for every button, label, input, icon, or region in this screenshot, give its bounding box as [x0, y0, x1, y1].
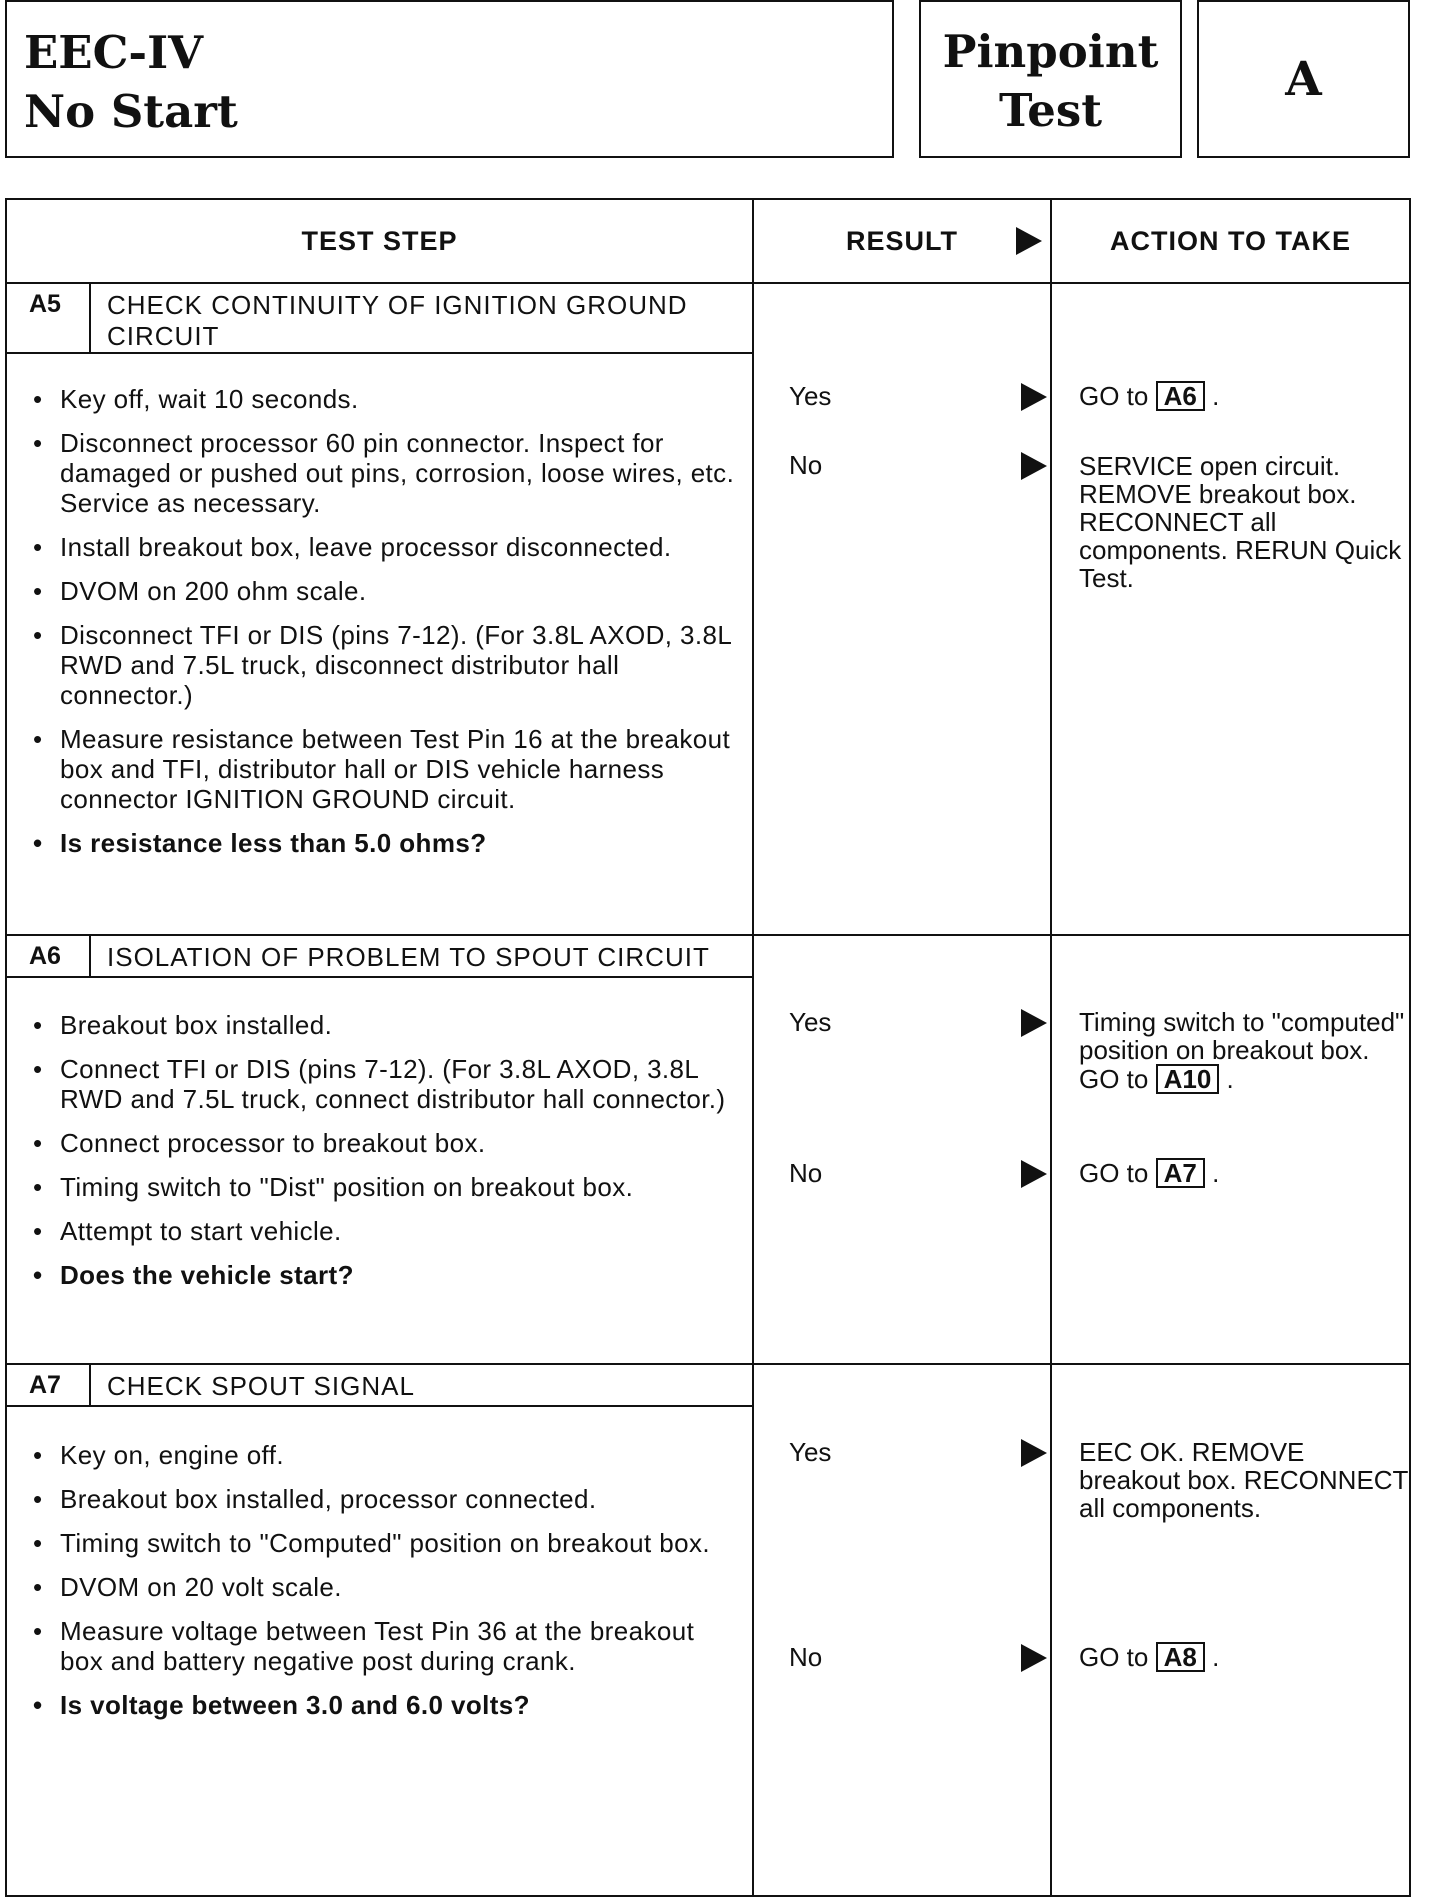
- pinpoint-line-1: Pinpoint: [942, 25, 1159, 78]
- step-id: A5: [7, 284, 91, 352]
- arrow-right-icon: [1021, 383, 1047, 411]
- arrow-right-icon: [1021, 1160, 1047, 1188]
- list-item: • Connect TFI or DIS (pins 7-12). (For 3.8L AXOD, 3.8L RWD and 7.5L truck, connect distributor hall connector.): [7, 1054, 742, 1114]
- action-text: [1079, 1008, 1409, 1094]
- list-item: • Connect processor to breakout box.: [7, 1128, 742, 1158]
- list-item: • Timing switch to "Dist" position on breakout box.: [7, 1172, 742, 1202]
- arrow-right-icon: [1016, 227, 1042, 255]
- step-reference: A7: [1156, 1158, 1205, 1188]
- action-text: EEC OK. REMOVE breakout box. RECONNECT all components.: [1079, 1437, 1408, 1523]
- action-suffix: .: [1212, 1642, 1220, 1672]
- title-line-2: No Start: [24, 85, 238, 138]
- step-a5-instructions: [7, 384, 742, 872]
- title-box: [5, 0, 894, 158]
- list-item: • Key on, engine off.: [7, 1440, 742, 1470]
- list-item: • Install breakout box, leave processor disconnected.: [7, 532, 742, 562]
- step-title: CHECK SPOUT SIGNAL: [107, 1371, 415, 1401]
- column-header-result-label: RESULT: [846, 225, 958, 256]
- list-item: • Attempt to start vehicle.: [7, 1216, 742, 1246]
- list-item: • Disconnect TFI or DIS (pins 7-12). (For 3.8L AXOD, 3.8L RWD and 7.5L truck, disconnect distributor hall connector.): [7, 620, 742, 710]
- arrow-right-icon: [1021, 1009, 1047, 1037]
- list-item: • Breakout box installed.: [7, 1010, 742, 1040]
- column-header-result: [754, 200, 1050, 282]
- step-title: CHECK CONTINUITY OF IGNITION GROUND CIRCUIT: [107, 290, 688, 351]
- action-prefix: GO to: [1079, 1158, 1149, 1188]
- step-header-a5: [7, 284, 752, 354]
- list-item: • DVOM on 20 volt scale.: [7, 1572, 742, 1602]
- result-label: Yes: [789, 1437, 832, 1467]
- result-label: Yes: [789, 1007, 832, 1037]
- action-prefix: GO to: [1079, 381, 1149, 411]
- step-id: A6: [7, 936, 91, 976]
- title-line-1: EEC-IV: [24, 26, 204, 79]
- step-header-a7: [7, 1365, 752, 1407]
- step-question: • Is voltage between 3.0 and 6.0 volts?: [7, 1690, 742, 1720]
- result-label: No: [789, 1642, 823, 1672]
- step-title: ISOLATION OF PROBLEM TO SPOUT CIRCUIT: [107, 942, 710, 972]
- list-item: • Timing switch to "Computed" position on breakout box.: [7, 1528, 742, 1558]
- step-reference: A10: [1156, 1064, 1220, 1094]
- action-body: Timing switch to "computed" position on breakout box. GO to: [1079, 1007, 1405, 1094]
- step-question: • Is resistance less than 5.0 ohms?: [7, 828, 742, 858]
- action-text: [1079, 381, 1409, 411]
- step-question: • Does the vehicle start?: [7, 1260, 742, 1290]
- result-label: Yes: [789, 381, 832, 411]
- list-item: • Key off, wait 10 seconds.: [7, 384, 742, 414]
- column-header-action: ACTION TO TAKE: [1110, 225, 1351, 256]
- action-text: [1079, 1158, 1409, 1188]
- step-a7-instructions: [7, 1440, 742, 1734]
- list-item: • DVOM on 200 ohm scale.: [7, 576, 742, 606]
- action-suffix: .: [1212, 381, 1220, 411]
- action-prefix: GO to: [1079, 1642, 1149, 1672]
- pinpoint-line-2: Test: [998, 84, 1103, 137]
- step-id: A7: [7, 1365, 91, 1405]
- result-label: No: [789, 450, 823, 480]
- test-letter-box: [1197, 0, 1410, 158]
- list-item: • Breakout box installed, processor connected.: [7, 1484, 742, 1514]
- test-letter: A: [1285, 51, 1322, 107]
- result-label: No: [789, 1158, 823, 1188]
- action-suffix: .: [1226, 1064, 1234, 1094]
- column-divider-1: [752, 200, 754, 1895]
- pinpoint-test-table: [5, 198, 1411, 1897]
- column-header-test-step: TEST STEP: [301, 225, 458, 256]
- step-reference: A8: [1156, 1642, 1205, 1672]
- list-item: • Disconnect processor 60 pin connector. Inspect for damaged or pushed out pins, corrosion, loose wires, etc. Service as necessary.: [7, 428, 742, 518]
- column-divider-2: [1050, 200, 1052, 1895]
- step-header-a6: [7, 936, 752, 978]
- action-text: [1079, 1642, 1409, 1672]
- arrow-right-icon: [1021, 452, 1047, 480]
- list-item: • Measure voltage between Test Pin 36 at the breakout box and battery negative post during crank.: [7, 1616, 742, 1676]
- list-item: • Measure resistance between Test Pin 16 at the breakout box and TFI, distributor hall or DIS vehicle harness connector IGNITION GROUND circuit.: [7, 724, 742, 814]
- step-reference: A6: [1156, 381, 1205, 411]
- pinpoint-test-box: [919, 0, 1182, 158]
- action-text: SERVICE open circuit. REMOVE breakout box. RECONNECT all components. RERUN Quick Test.: [1079, 451, 1402, 593]
- action-suffix: .: [1212, 1158, 1220, 1188]
- arrow-right-icon: [1021, 1439, 1047, 1467]
- step-a6-instructions: [7, 1010, 742, 1304]
- arrow-right-icon: [1021, 1644, 1047, 1672]
